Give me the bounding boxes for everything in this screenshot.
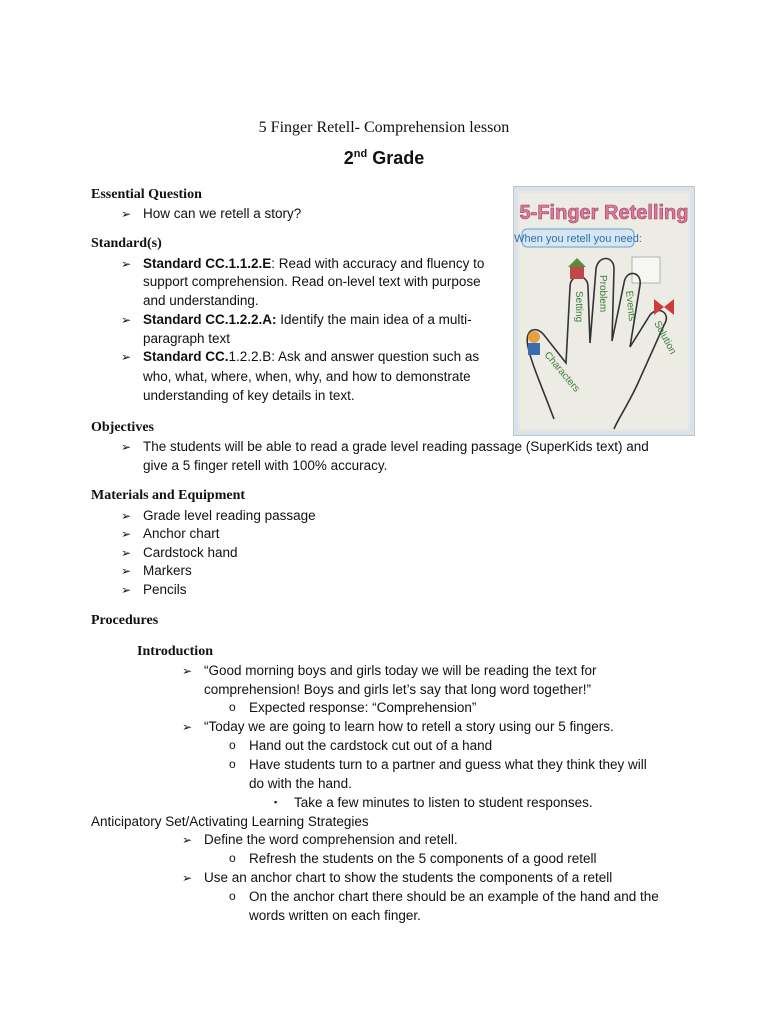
page-title: 5 Finger Retell- Comprehension lesson — [258, 119, 510, 136]
material-item: Grade level reading passage — [143, 508, 316, 523]
anticipatory-step-1-sub: Refresh the students on the 5 components of a good retell — [249, 851, 597, 866]
circle-bullet-icon: o — [229, 738, 236, 752]
intro-step-2-sub-2: Have students turn to a partner and guess what they think they will — [249, 757, 647, 772]
intro-step-1-sub: Expected response: “Comprehension” — [249, 700, 477, 715]
standard-3: Standard CC.1.2.2.B: Ask and answer question such as — [143, 349, 480, 364]
arrow-bullet-icon: ➢ — [121, 583, 132, 597]
objective-line-1: The students will be able to read a grade level reading passage (SuperKids text) and — [143, 439, 649, 454]
finger-label: Setting — [573, 291, 584, 323]
material-item: Markers — [143, 563, 192, 578]
finger-label: Characters — [541, 349, 582, 395]
essential-question-item: How can we retell a story? — [143, 206, 302, 221]
anticipatory-step-2: Use an anchor chart to show the students the components of a retell — [204, 870, 613, 885]
standard-3-line-3: understanding of key details in text. — [143, 388, 355, 403]
finger-label: Events — [623, 290, 638, 322]
arrow-bullet-icon: ➢ — [182, 833, 193, 847]
standard-1: Standard CC.1.1.2.E: Read with accuracy and fluency to — [143, 256, 485, 271]
anticipatory-heading: Anticipatory Set/Activating Learning Strategies — [91, 814, 369, 829]
anchor-chart-image — [513, 186, 695, 436]
arrow-bullet-icon: ➢ — [121, 564, 132, 578]
procedures-heading: Procedures — [91, 613, 159, 628]
intro-step-1: “Good morning boys and girls today we will be reading the text for — [204, 663, 597, 678]
objectives-heading: Objectives — [91, 420, 154, 435]
circle-bullet-icon: o — [229, 700, 236, 714]
square-bullet-icon: ▪ — [274, 797, 278, 807]
standard-2: Standard CC.1.2.2.A: Identify the main idea of a multi- — [143, 312, 472, 327]
essential-question-heading: Essential Question — [91, 187, 202, 202]
grade-heading: 2nd Grade — [343, 148, 425, 168]
anticipatory-step-2-sub-line-2: words written on each finger. — [249, 908, 421, 923]
intro-step-2-subsub: Take a few minutes to listen to student responses. — [294, 795, 593, 810]
arrow-bullet-icon: ➢ — [182, 720, 193, 734]
objective-line-2: give a 5 finger retell with 100% accuracy. — [143, 458, 388, 473]
materials-heading: Materials and Equipment — [91, 488, 246, 503]
finger-label: Problem — [597, 275, 608, 313]
arrow-bullet-icon: ➢ — [121, 546, 132, 560]
arrow-bullet-icon: ➢ — [121, 509, 132, 523]
arrow-bullet-icon: ➢ — [121, 207, 132, 221]
circle-bullet-icon: o — [229, 889, 236, 903]
standards-heading: Standard(s) — [91, 236, 162, 251]
material-item: Pencils — [143, 582, 187, 597]
intro-step-2-sub-2-line-2: do with the hand. — [249, 776, 352, 791]
circle-bullet-icon: o — [229, 851, 236, 865]
standard-1-line-3: and understanding. — [143, 293, 259, 308]
anticipatory-step-1: Define the word comprehension and retell. — [204, 832, 458, 847]
material-item: Anchor chart — [143, 526, 220, 541]
arrow-bullet-icon: ➢ — [121, 313, 132, 327]
standard-1-line-2: support comprehension. Read on-level text with purpose — [143, 274, 481, 289]
character-icon — [528, 331, 540, 355]
anticipatory-step-2-sub: On the anchor chart there should be an example of the hand and the — [249, 889, 659, 904]
arrow-bullet-icon: ➢ — [182, 871, 193, 885]
hand-chart-drawing — [514, 187, 694, 435]
circle-bullet-icon: o — [229, 757, 236, 771]
arrow-bullet-icon: ➢ — [121, 350, 132, 364]
arrow-bullet-icon: ➢ — [182, 664, 193, 678]
intro-step-2: “Today we are going to learn how to retell a story using our 5 fingers. — [204, 719, 614, 734]
arrow-bullet-icon: ➢ — [121, 257, 132, 271]
intro-step-1-line-2: comprehension! Boys and girls let’s say that long word together!” — [204, 682, 591, 697]
introduction-heading: Introduction — [137, 644, 213, 659]
chart-title: 5-Finger Retelling — [519, 202, 689, 224]
material-item: Cardstock hand — [143, 545, 238, 560]
standard-3-line-2: who, what, where, when, why, and how to demonstrate — [143, 369, 471, 384]
arrow-bullet-icon: ➢ — [121, 440, 132, 454]
intro-step-2-sub-1: Hand out the cardstock cut out of a hand — [249, 738, 493, 753]
arrow-bullet-icon: ➢ — [121, 527, 132, 541]
finger-label: Solution — [651, 319, 679, 357]
standard-2-line-2: paragraph text — [143, 331, 231, 346]
chart-subtitle: When you retell you need: — [514, 233, 642, 245]
